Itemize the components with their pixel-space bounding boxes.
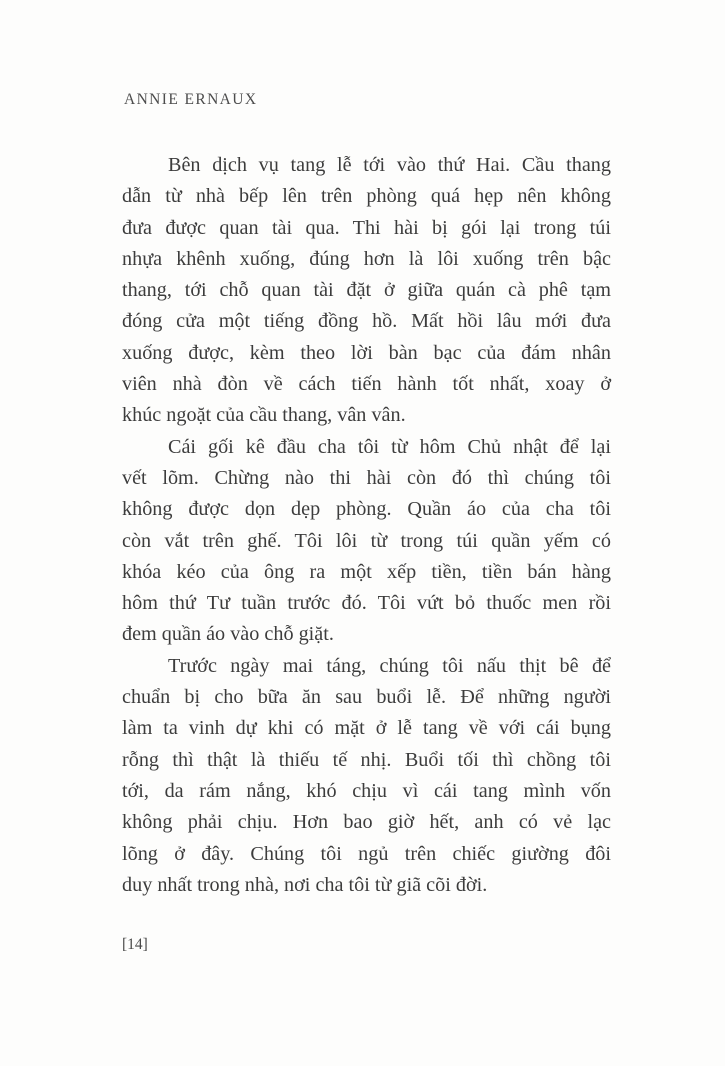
text-line: dẫn từ nhà bếp lên trên phòng quá hẹp nên không (122, 185, 611, 208)
text-line: Trước ngày mai táng, chúng tôi nấu thịt bê để (168, 654, 611, 677)
paragraph (122, 651, 611, 901)
text-line: rỗng thì thật là thiếu tế nhị. Buổi tối thì chồng tôi (122, 748, 611, 771)
paragraph (122, 432, 611, 651)
text-line: xuống được, kèm theo lời bàn bạc của đám nhân (122, 341, 611, 364)
text-line: Cái gối kê đầu cha tôi từ hôm Chủ nhật để lại (168, 435, 611, 458)
text-line: chuẩn bị cho bữa ăn sau buổi lễ. Để những người (122, 686, 611, 709)
text-line: thang, tới chỗ quan tài đặt ở giữa quán cà phê tạm (122, 279, 611, 302)
running-header-author: ANNIE ERNAUX (124, 91, 258, 108)
text-line: hôm thứ Tư tuần trước đó. Tôi vứt bỏ thuốc men rồi (122, 592, 611, 615)
text-line: Bên dịch vụ tang lễ tới vào thứ Hai. Cầu thang (168, 154, 611, 176)
text-line: duy nhất trong nhà, nơi cha tôi từ giã cõi đời. (122, 873, 488, 896)
text-line: làm ta vinh dự khi có mặt ở lễ tang về với cái bụng (122, 717, 611, 740)
text-line: tới, da rám nắng, khó chịu vì cái tang mình vốn (122, 779, 611, 802)
text-line: viên nhà đòn về cách tiến hành tốt nhất, xoay ở (122, 373, 611, 396)
text-line: còn vắt trên ghế. Tôi lôi từ trong túi quần yếm có (122, 529, 611, 552)
text-line: đem quần áo vào chỗ giặt. (122, 623, 334, 646)
text-line: nhựa khênh xuống, đúng hơn là lôi xuống trên bậc (122, 247, 611, 270)
text-line: không được dọn dẹp phòng. Quần áo của cha tôi (122, 498, 611, 521)
text-line: khóa kéo của ông ra một xếp tiền, tiền bán hàng (122, 560, 611, 583)
text-block (122, 150, 611, 901)
text-line: vết lõm. Chừng nào thi hài còn đó thì chúng tôi (122, 466, 611, 489)
paragraph (122, 150, 611, 432)
page-number: [14] (122, 936, 148, 953)
text-line: lõng ở đây. Chúng tôi ngủ trên chiếc giường đôi (122, 842, 611, 865)
text-line: đóng cửa một tiếng đồng hồ. Mất hồi lâu mới đưa (122, 310, 611, 333)
text-line: khúc ngoặt của cầu thang, vân vân. (122, 404, 406, 427)
text-line: đưa được quan tài qua. Thi hài bị gói lại trong túi (122, 216, 611, 239)
text-line: không phải chịu. Hơn bao giờ hết, anh có vẻ lạc (122, 811, 611, 834)
